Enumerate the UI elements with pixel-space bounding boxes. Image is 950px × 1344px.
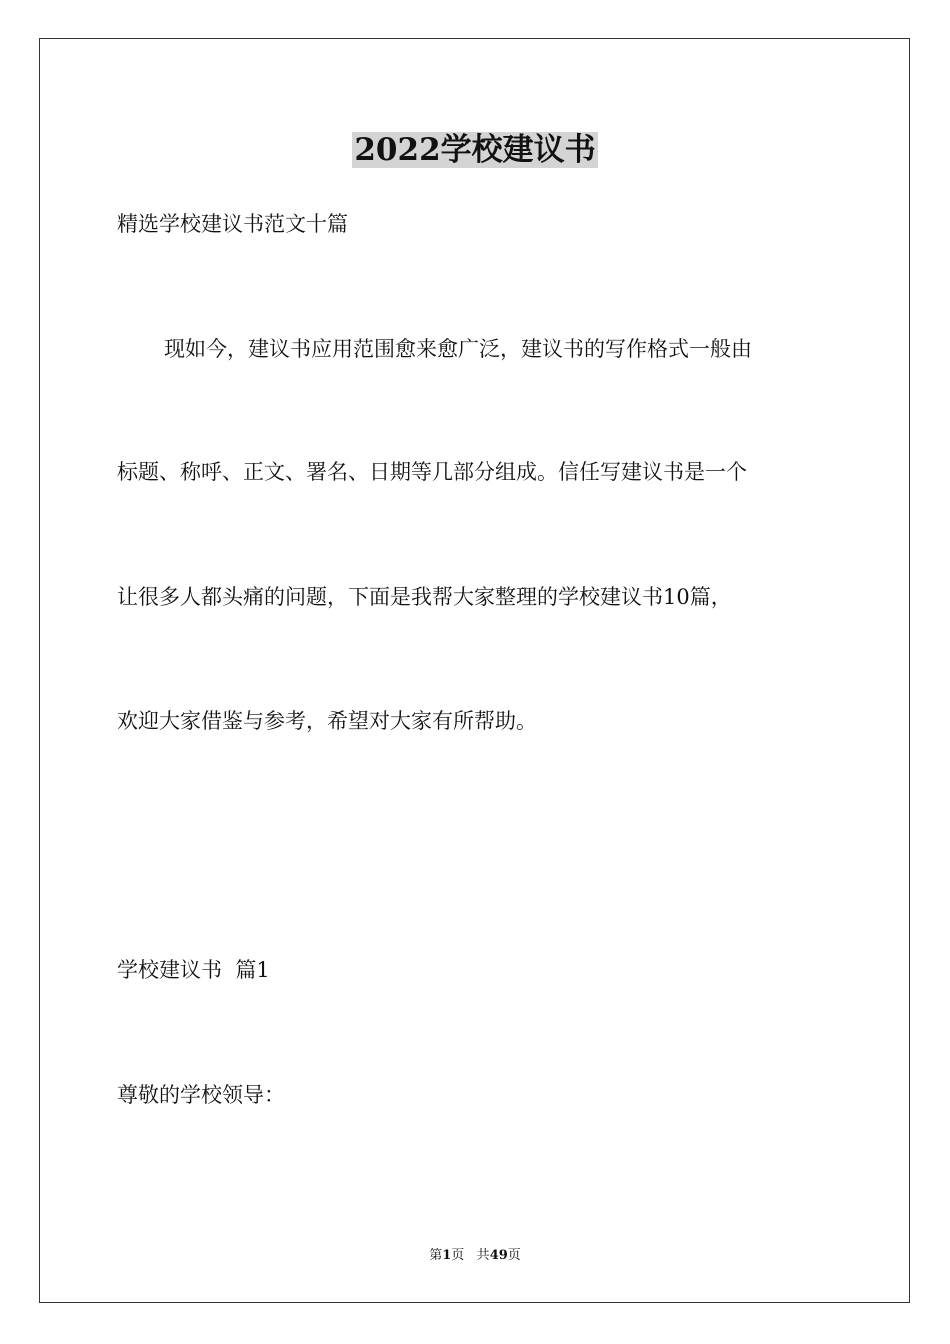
section-heading: 学校建议书 篇1 <box>117 958 270 982</box>
footer-page-prefix: 第 <box>429 1248 443 1263</box>
footer-total-pages: 49 <box>489 1248 508 1263</box>
footer-page-suffix: 页 <box>451 1248 465 1263</box>
document-title <box>0 128 950 172</box>
intro-line-4: 欢迎大家借鉴与参考，希望对大家有所帮助。 <box>117 709 537 733</box>
document-title-text: 2022学校建议书 <box>354 132 596 168</box>
page-footer <box>0 1247 950 1265</box>
footer-page-number: 1 <box>442 1248 452 1263</box>
footer-total-prefix: 共 <box>476 1248 490 1263</box>
salutation: 尊敬的学校领导： <box>117 1083 285 1107</box>
footer-total-suffix: 页 <box>507 1248 521 1263</box>
intro-line-1: 现如今，建议书应用范围愈来愈广泛，建议书的写作格式一般由 <box>164 337 752 361</box>
intro-line-3: 让很多人都头痛的问题，下面是我帮大家整理的学校建议书10篇， <box>117 585 732 609</box>
intro-line-2: 标题、称呼、正文、署名、日期等几部分组成。信任写建议书是一个 <box>117 460 747 484</box>
document-subtitle: 精选学校建议书范文十篇 <box>117 212 348 236</box>
